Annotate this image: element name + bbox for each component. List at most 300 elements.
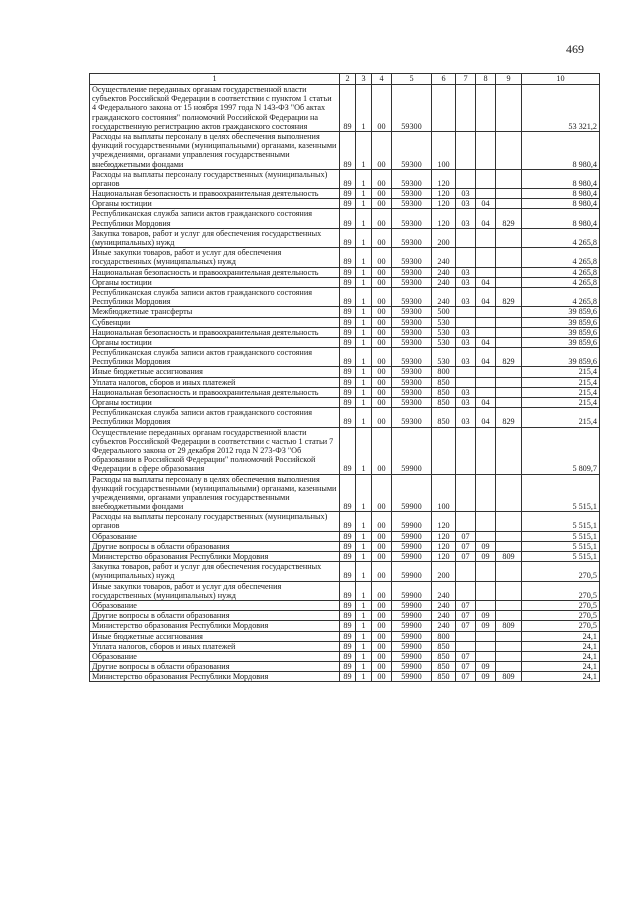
code-dir-cell: 00 (372, 531, 392, 541)
code-dir-cell: 00 (372, 287, 392, 306)
code-ministry-cell (496, 337, 522, 347)
table-row (90, 474, 600, 512)
code-exp-type-cell (432, 427, 456, 474)
code-gr-cell: 89 (340, 611, 356, 621)
code-exp-type-cell: 100 (432, 474, 456, 512)
table-row (90, 641, 600, 651)
code-dir-cell: 00 (372, 131, 392, 169)
code-section-cell: 03 (456, 348, 476, 367)
code-exp-type-cell: 120 (432, 512, 456, 531)
code-gr-cell: 89 (340, 327, 356, 337)
code-section-cell (456, 85, 476, 132)
amount-cell: 24,1 (522, 631, 600, 641)
code-subsection-cell: 04 (476, 408, 496, 427)
code-sub-cell: 1 (356, 387, 372, 397)
code-gr-cell: 89 (340, 631, 356, 641)
code-gr-cell: 89 (340, 85, 356, 132)
code-ministry-cell (496, 377, 522, 387)
item-name-cell: Республиканская служба записи актов гражданского состояния Республики Мордовия (90, 408, 340, 427)
code-target-cell: 59300 (392, 408, 432, 427)
code-gr-cell: 89 (340, 228, 356, 247)
code-subsection-cell (476, 131, 496, 169)
code-section-cell (456, 474, 476, 512)
code-target-cell: 59300 (392, 131, 432, 169)
table-body (90, 85, 600, 682)
code-sub-cell: 1 (356, 474, 372, 512)
code-exp-type-cell: 120 (432, 209, 456, 228)
item-name-cell: Органы юстиции (90, 398, 340, 408)
code-gr-cell: 89 (340, 287, 356, 306)
code-subsection-cell (476, 189, 496, 199)
code-exp-type-cell: 240 (432, 267, 456, 277)
table-row (90, 541, 600, 551)
code-gr-cell: 89 (340, 277, 356, 287)
code-subsection-cell: 09 (476, 611, 496, 621)
code-subsection-cell (476, 531, 496, 541)
code-dir-cell: 00 (372, 367, 392, 377)
code-target-cell: 59300 (392, 387, 432, 397)
code-dir-cell: 00 (372, 248, 392, 267)
code-ministry-cell (496, 228, 522, 247)
code-target-cell: 59300 (392, 189, 432, 199)
code-section-cell (456, 427, 476, 474)
item-name-cell: Республиканская служба записи актов гражданского состояния Республики Мордовия (90, 209, 340, 228)
code-dir-cell: 00 (372, 169, 392, 188)
code-ministry-cell (496, 387, 522, 397)
item-name-cell: Республиканская служба записи актов гражданского состояния Республики Мордовия (90, 287, 340, 306)
code-exp-type-cell: 800 (432, 367, 456, 377)
item-name-cell: Субвенции (90, 317, 340, 327)
code-section-cell: 03 (456, 327, 476, 337)
item-name-cell: Расходы на выплаты персоналу в целях обеспечения выполнения функций государственными (муниципальными) органами, казенными учреждениями, органами управления государственными внебюджетными фондами (90, 474, 340, 512)
item-name-cell: Образование (90, 531, 340, 541)
code-target-cell: 59900 (392, 672, 432, 682)
amount-cell: 4 265,8 (522, 267, 600, 277)
column-header: 7 (456, 74, 476, 85)
code-sub-cell: 1 (356, 377, 372, 387)
code-target-cell: 59300 (392, 287, 432, 306)
code-target-cell: 59300 (392, 327, 432, 337)
code-dir-cell: 00 (372, 651, 392, 661)
code-section-cell (456, 228, 476, 247)
code-dir-cell: 00 (372, 377, 392, 387)
amount-cell: 5 515,1 (522, 541, 600, 551)
code-subsection-cell: 04 (476, 398, 496, 408)
item-name-cell: Национальная безопасность и правоохранительная деятельность (90, 189, 340, 199)
code-gr-cell: 89 (340, 377, 356, 387)
code-sub-cell: 1 (356, 228, 372, 247)
code-subsection-cell (476, 377, 496, 387)
code-exp-type-cell: 850 (432, 651, 456, 661)
code-exp-type-cell: 800 (432, 631, 456, 641)
code-exp-type-cell: 120 (432, 169, 456, 188)
code-gr-cell: 89 (340, 581, 356, 600)
table-row (90, 287, 600, 306)
item-name-cell: Закупка товаров, работ и услуг для обеспечения государственных (муниципальных) нужд (90, 228, 340, 247)
code-subsection-cell: 04 (476, 337, 496, 347)
code-sub-cell: 1 (356, 641, 372, 651)
code-exp-type-cell: 100 (432, 131, 456, 169)
code-subsection-cell: 09 (476, 672, 496, 682)
code-target-cell: 59300 (392, 377, 432, 387)
item-name-cell: Межбюджетные трансферты (90, 307, 340, 317)
code-exp-type-cell: 850 (432, 641, 456, 651)
code-subsection-cell (476, 512, 496, 531)
code-gr-cell: 89 (340, 267, 356, 277)
code-dir-cell: 00 (372, 408, 392, 427)
item-name-cell: Иные бюджетные ассигнования (90, 631, 340, 641)
code-dir-cell: 00 (372, 85, 392, 132)
table-row (90, 277, 600, 287)
code-target-cell: 59900 (392, 621, 432, 631)
code-ministry-cell (496, 317, 522, 327)
code-ministry-cell (496, 662, 522, 672)
code-gr-cell: 89 (340, 408, 356, 427)
code-sub-cell: 1 (356, 600, 372, 610)
code-section-cell: 03 (456, 398, 476, 408)
code-sub-cell: 1 (356, 672, 372, 682)
code-section-cell: 03 (456, 408, 476, 427)
table-row (90, 651, 600, 661)
code-section-cell: 03 (456, 387, 476, 397)
column-header: 10 (522, 74, 600, 85)
amount-cell: 4 265,8 (522, 228, 600, 247)
code-sub-cell: 1 (356, 581, 372, 600)
code-sub-cell: 1 (356, 631, 372, 641)
code-section-cell (456, 377, 476, 387)
code-gr-cell: 89 (340, 552, 356, 562)
table-row (90, 600, 600, 610)
code-subsection-cell (476, 474, 496, 512)
code-sub-cell: 1 (356, 209, 372, 228)
table-row (90, 85, 600, 132)
code-subsection-cell (476, 327, 496, 337)
item-name-cell: Иные закупки товаров, работ и услуг для обеспечения государственных (муниципальных) нужд (90, 581, 340, 600)
code-dir-cell: 00 (372, 267, 392, 277)
code-target-cell: 59300 (392, 348, 432, 367)
code-sub-cell: 1 (356, 169, 372, 188)
code-exp-type-cell: 850 (432, 672, 456, 682)
table-row (90, 631, 600, 641)
column-header: 6 (432, 74, 456, 85)
code-ministry-cell (496, 474, 522, 512)
code-exp-type-cell (432, 85, 456, 132)
code-target-cell: 59900 (392, 552, 432, 562)
table-row (90, 427, 600, 474)
code-sub-cell: 1 (356, 541, 372, 551)
item-name-cell: Осуществление переданных органам государственной власти субъектов Российской Федерации в соответствии с частью 1 статьи 7 Федерального закона от 29 декабря 2012 года N 273-ФЗ "Об образовании в Российской Федерации" полномочий Российской Федерации в сфере образования (90, 427, 340, 474)
code-exp-type-cell: 120 (432, 531, 456, 541)
code-target-cell: 59300 (392, 317, 432, 327)
code-gr-cell: 89 (340, 672, 356, 682)
code-sub-cell: 1 (356, 267, 372, 277)
table-row (90, 562, 600, 581)
code-sub-cell: 1 (356, 408, 372, 427)
code-subsection-cell: 09 (476, 621, 496, 631)
code-gr-cell: 89 (340, 169, 356, 188)
code-ministry-cell: 829 (496, 348, 522, 367)
code-target-cell: 59300 (392, 209, 432, 228)
code-target-cell: 59900 (392, 641, 432, 651)
code-target-cell: 59300 (392, 307, 432, 317)
table-row (90, 531, 600, 541)
item-name-cell: Закупка товаров, работ и услуг для обеспечения государственных (муниципальных) нужд (90, 562, 340, 581)
code-section-cell: 07 (456, 672, 476, 682)
code-ministry-cell (496, 651, 522, 661)
code-exp-type-cell: 240 (432, 248, 456, 267)
code-subsection-cell: 04 (476, 277, 496, 287)
code-subsection-cell (476, 367, 496, 377)
code-section-cell (456, 317, 476, 327)
code-dir-cell: 00 (372, 228, 392, 247)
item-name-cell: Иные бюджетные ассигнования (90, 367, 340, 377)
code-target-cell: 59900 (392, 427, 432, 474)
code-sub-cell: 1 (356, 621, 372, 631)
code-target-cell: 59300 (392, 85, 432, 132)
amount-cell: 8 980,4 (522, 209, 600, 228)
code-ministry-cell (496, 541, 522, 551)
code-section-cell: 07 (456, 621, 476, 631)
amount-cell: 39 859,6 (522, 317, 600, 327)
item-name-cell: Национальная безопасность и правоохранительная деятельность (90, 387, 340, 397)
code-section-cell (456, 562, 476, 581)
code-ministry-cell: 809 (496, 552, 522, 562)
column-header: 3 (356, 74, 372, 85)
item-name-cell: Уплата налогов, сборов и иных платежей (90, 641, 340, 651)
code-target-cell: 59300 (392, 199, 432, 209)
code-dir-cell: 00 (372, 631, 392, 641)
code-section-cell: 07 (456, 662, 476, 672)
code-gr-cell: 89 (340, 337, 356, 347)
code-ministry-cell (496, 248, 522, 267)
code-dir-cell: 00 (372, 600, 392, 610)
code-section-cell (456, 631, 476, 641)
code-section-cell (456, 512, 476, 531)
code-subsection-cell: 04 (476, 348, 496, 367)
item-name-cell: Иные закупки товаров, работ и услуг для обеспечения государственных (муниципальных) нужд (90, 248, 340, 267)
column-header: 8 (476, 74, 496, 85)
code-subsection-cell (476, 427, 496, 474)
code-sub-cell: 1 (356, 287, 372, 306)
code-dir-cell: 00 (372, 562, 392, 581)
code-dir-cell: 00 (372, 427, 392, 474)
table-row (90, 307, 600, 317)
code-ministry-cell: 829 (496, 287, 522, 306)
item-name-cell: Министерство образования Республики Мордовия (90, 672, 340, 682)
item-name-cell: Осуществление переданных органам государственной власти субъектов Российской Федерации в соответствии с пунктом 1 статьи 4 Федерального закона от 15 ноября 1997 года N 143-ФЗ "Об актах гражданского состояния" полномочий Российской Федерации на государственную регистрацию актов гражданского состояния (90, 85, 340, 132)
code-section-cell: 03 (456, 189, 476, 199)
code-section-cell: 03 (456, 277, 476, 287)
code-subsection-cell (476, 600, 496, 610)
code-ministry-cell (496, 85, 522, 132)
code-subsection-cell: 09 (476, 541, 496, 551)
code-ministry-cell (496, 631, 522, 641)
code-gr-cell: 89 (340, 189, 356, 199)
code-target-cell: 59900 (392, 651, 432, 661)
code-sub-cell: 1 (356, 307, 372, 317)
item-name-cell: Расходы на выплаты персоналу в целях обеспечения выполнения функций государственными (муниципальными) органами, казенными учреждениями, органами управления государственными внебюджетными фондами (90, 131, 340, 169)
code-section-cell (456, 131, 476, 169)
table-row (90, 348, 600, 367)
code-gr-cell: 89 (340, 248, 356, 267)
code-target-cell: 59900 (392, 562, 432, 581)
code-target-cell: 59300 (392, 367, 432, 377)
code-section-cell: 03 (456, 267, 476, 277)
code-gr-cell: 89 (340, 651, 356, 661)
code-subsection-cell (476, 562, 496, 581)
code-exp-type-cell: 850 (432, 377, 456, 387)
code-target-cell: 59900 (392, 541, 432, 551)
code-sub-cell: 1 (356, 531, 372, 541)
code-target-cell: 59900 (392, 631, 432, 641)
code-dir-cell: 00 (372, 541, 392, 551)
table-row (90, 672, 600, 682)
code-ministry-cell (496, 199, 522, 209)
column-header: 2 (340, 74, 356, 85)
code-sub-cell: 1 (356, 398, 372, 408)
table-header-row (90, 74, 600, 85)
amount-cell: 24,1 (522, 641, 600, 651)
item-name-cell: Министерство образования Республики Мордовия (90, 621, 340, 631)
code-subsection-cell (476, 248, 496, 267)
code-section-cell (456, 641, 476, 651)
code-target-cell: 59900 (392, 581, 432, 600)
table-row (90, 581, 600, 600)
code-gr-cell: 89 (340, 541, 356, 551)
amount-cell: 24,1 (522, 651, 600, 661)
code-ministry-cell (496, 398, 522, 408)
code-gr-cell: 89 (340, 199, 356, 209)
item-name-cell: Другие вопросы в области образования (90, 541, 340, 551)
code-section-cell: 03 (456, 209, 476, 228)
code-sub-cell: 1 (356, 552, 372, 562)
code-ministry-cell (496, 327, 522, 337)
code-subsection-cell: 04 (476, 199, 496, 209)
table-row (90, 367, 600, 377)
code-exp-type-cell: 120 (432, 189, 456, 199)
amount-cell: 8 980,4 (522, 131, 600, 169)
amount-cell: 24,1 (522, 662, 600, 672)
table-row (90, 398, 600, 408)
code-exp-type-cell: 850 (432, 408, 456, 427)
code-sub-cell: 1 (356, 317, 372, 327)
amount-cell: 39 859,6 (522, 327, 600, 337)
code-exp-type-cell: 240 (432, 581, 456, 600)
code-gr-cell: 89 (340, 427, 356, 474)
code-gr-cell: 89 (340, 512, 356, 531)
table-row (90, 611, 600, 621)
code-target-cell: 59300 (392, 337, 432, 347)
code-subsection-cell: 09 (476, 662, 496, 672)
code-gr-cell: 89 (340, 387, 356, 397)
code-exp-type-cell: 850 (432, 398, 456, 408)
code-ministry-cell (496, 562, 522, 581)
code-ministry-cell (496, 512, 522, 531)
code-target-cell: 59900 (392, 474, 432, 512)
code-sub-cell: 1 (356, 427, 372, 474)
item-name-cell: Образование (90, 651, 340, 661)
item-name-cell: Органы юстиции (90, 199, 340, 209)
code-subsection-cell (476, 581, 496, 600)
code-exp-type-cell: 240 (432, 611, 456, 621)
item-name-cell: Органы юстиции (90, 277, 340, 287)
code-target-cell: 59300 (392, 398, 432, 408)
code-exp-type-cell: 850 (432, 662, 456, 672)
code-section-cell: 07 (456, 531, 476, 541)
table-row (90, 199, 600, 209)
code-ministry-cell (496, 277, 522, 287)
code-target-cell: 59900 (392, 600, 432, 610)
code-subsection-cell (476, 641, 496, 651)
table-row (90, 317, 600, 327)
code-target-cell: 59900 (392, 662, 432, 672)
amount-cell: 215,4 (522, 387, 600, 397)
code-ministry-cell (496, 600, 522, 610)
table-row (90, 189, 600, 199)
code-dir-cell: 00 (372, 621, 392, 631)
code-dir-cell: 00 (372, 327, 392, 337)
table-row (90, 228, 600, 247)
code-ministry-cell (496, 581, 522, 600)
column-header: 1 (90, 74, 340, 85)
code-sub-cell: 1 (356, 662, 372, 672)
code-gr-cell: 89 (340, 562, 356, 581)
table-row (90, 662, 600, 672)
code-exp-type-cell: 530 (432, 337, 456, 347)
code-dir-cell: 00 (372, 672, 392, 682)
code-dir-cell: 00 (372, 337, 392, 347)
amount-cell: 39 859,6 (522, 337, 600, 347)
code-dir-cell: 00 (372, 662, 392, 672)
code-sub-cell: 1 (356, 367, 372, 377)
code-ministry-cell: 809 (496, 621, 522, 631)
code-sub-cell: 1 (356, 611, 372, 621)
item-name-cell: Национальная безопасность и правоохранительная деятельность (90, 327, 340, 337)
code-gr-cell: 89 (340, 600, 356, 610)
item-name-cell: Органы юстиции (90, 337, 340, 347)
code-ministry-cell (496, 169, 522, 188)
code-gr-cell: 89 (340, 662, 356, 672)
code-exp-type-cell: 200 (432, 562, 456, 581)
code-section-cell (456, 169, 476, 188)
code-subsection-cell: 04 (476, 209, 496, 228)
code-gr-cell: 89 (340, 398, 356, 408)
table-row (90, 209, 600, 228)
amount-cell: 215,4 (522, 367, 600, 377)
item-name-cell: Министерство образования Республики Мордовия (90, 552, 340, 562)
amount-cell: 5 809,7 (522, 427, 600, 474)
code-gr-cell: 89 (340, 131, 356, 169)
code-exp-type-cell: 120 (432, 199, 456, 209)
table-row (90, 327, 600, 337)
table-row (90, 512, 600, 531)
code-gr-cell: 89 (340, 474, 356, 512)
code-sub-cell: 1 (356, 562, 372, 581)
code-section-cell: 07 (456, 611, 476, 621)
code-ministry-cell (496, 267, 522, 277)
amount-cell: 39 859,6 (522, 348, 600, 367)
code-dir-cell: 00 (372, 277, 392, 287)
amount-cell: 4 265,8 (522, 248, 600, 267)
code-sub-cell: 1 (356, 189, 372, 199)
code-section-cell (456, 581, 476, 600)
code-sub-cell: 1 (356, 199, 372, 209)
code-gr-cell: 89 (340, 307, 356, 317)
item-name-cell: Расходы на выплаты персоналу государственных (муниципальных) органов (90, 169, 340, 188)
item-name-cell: Национальная безопасность и правоохранительная деятельность (90, 267, 340, 277)
code-gr-cell: 89 (340, 209, 356, 228)
item-name-cell: Другие вопросы в области образования (90, 611, 340, 621)
